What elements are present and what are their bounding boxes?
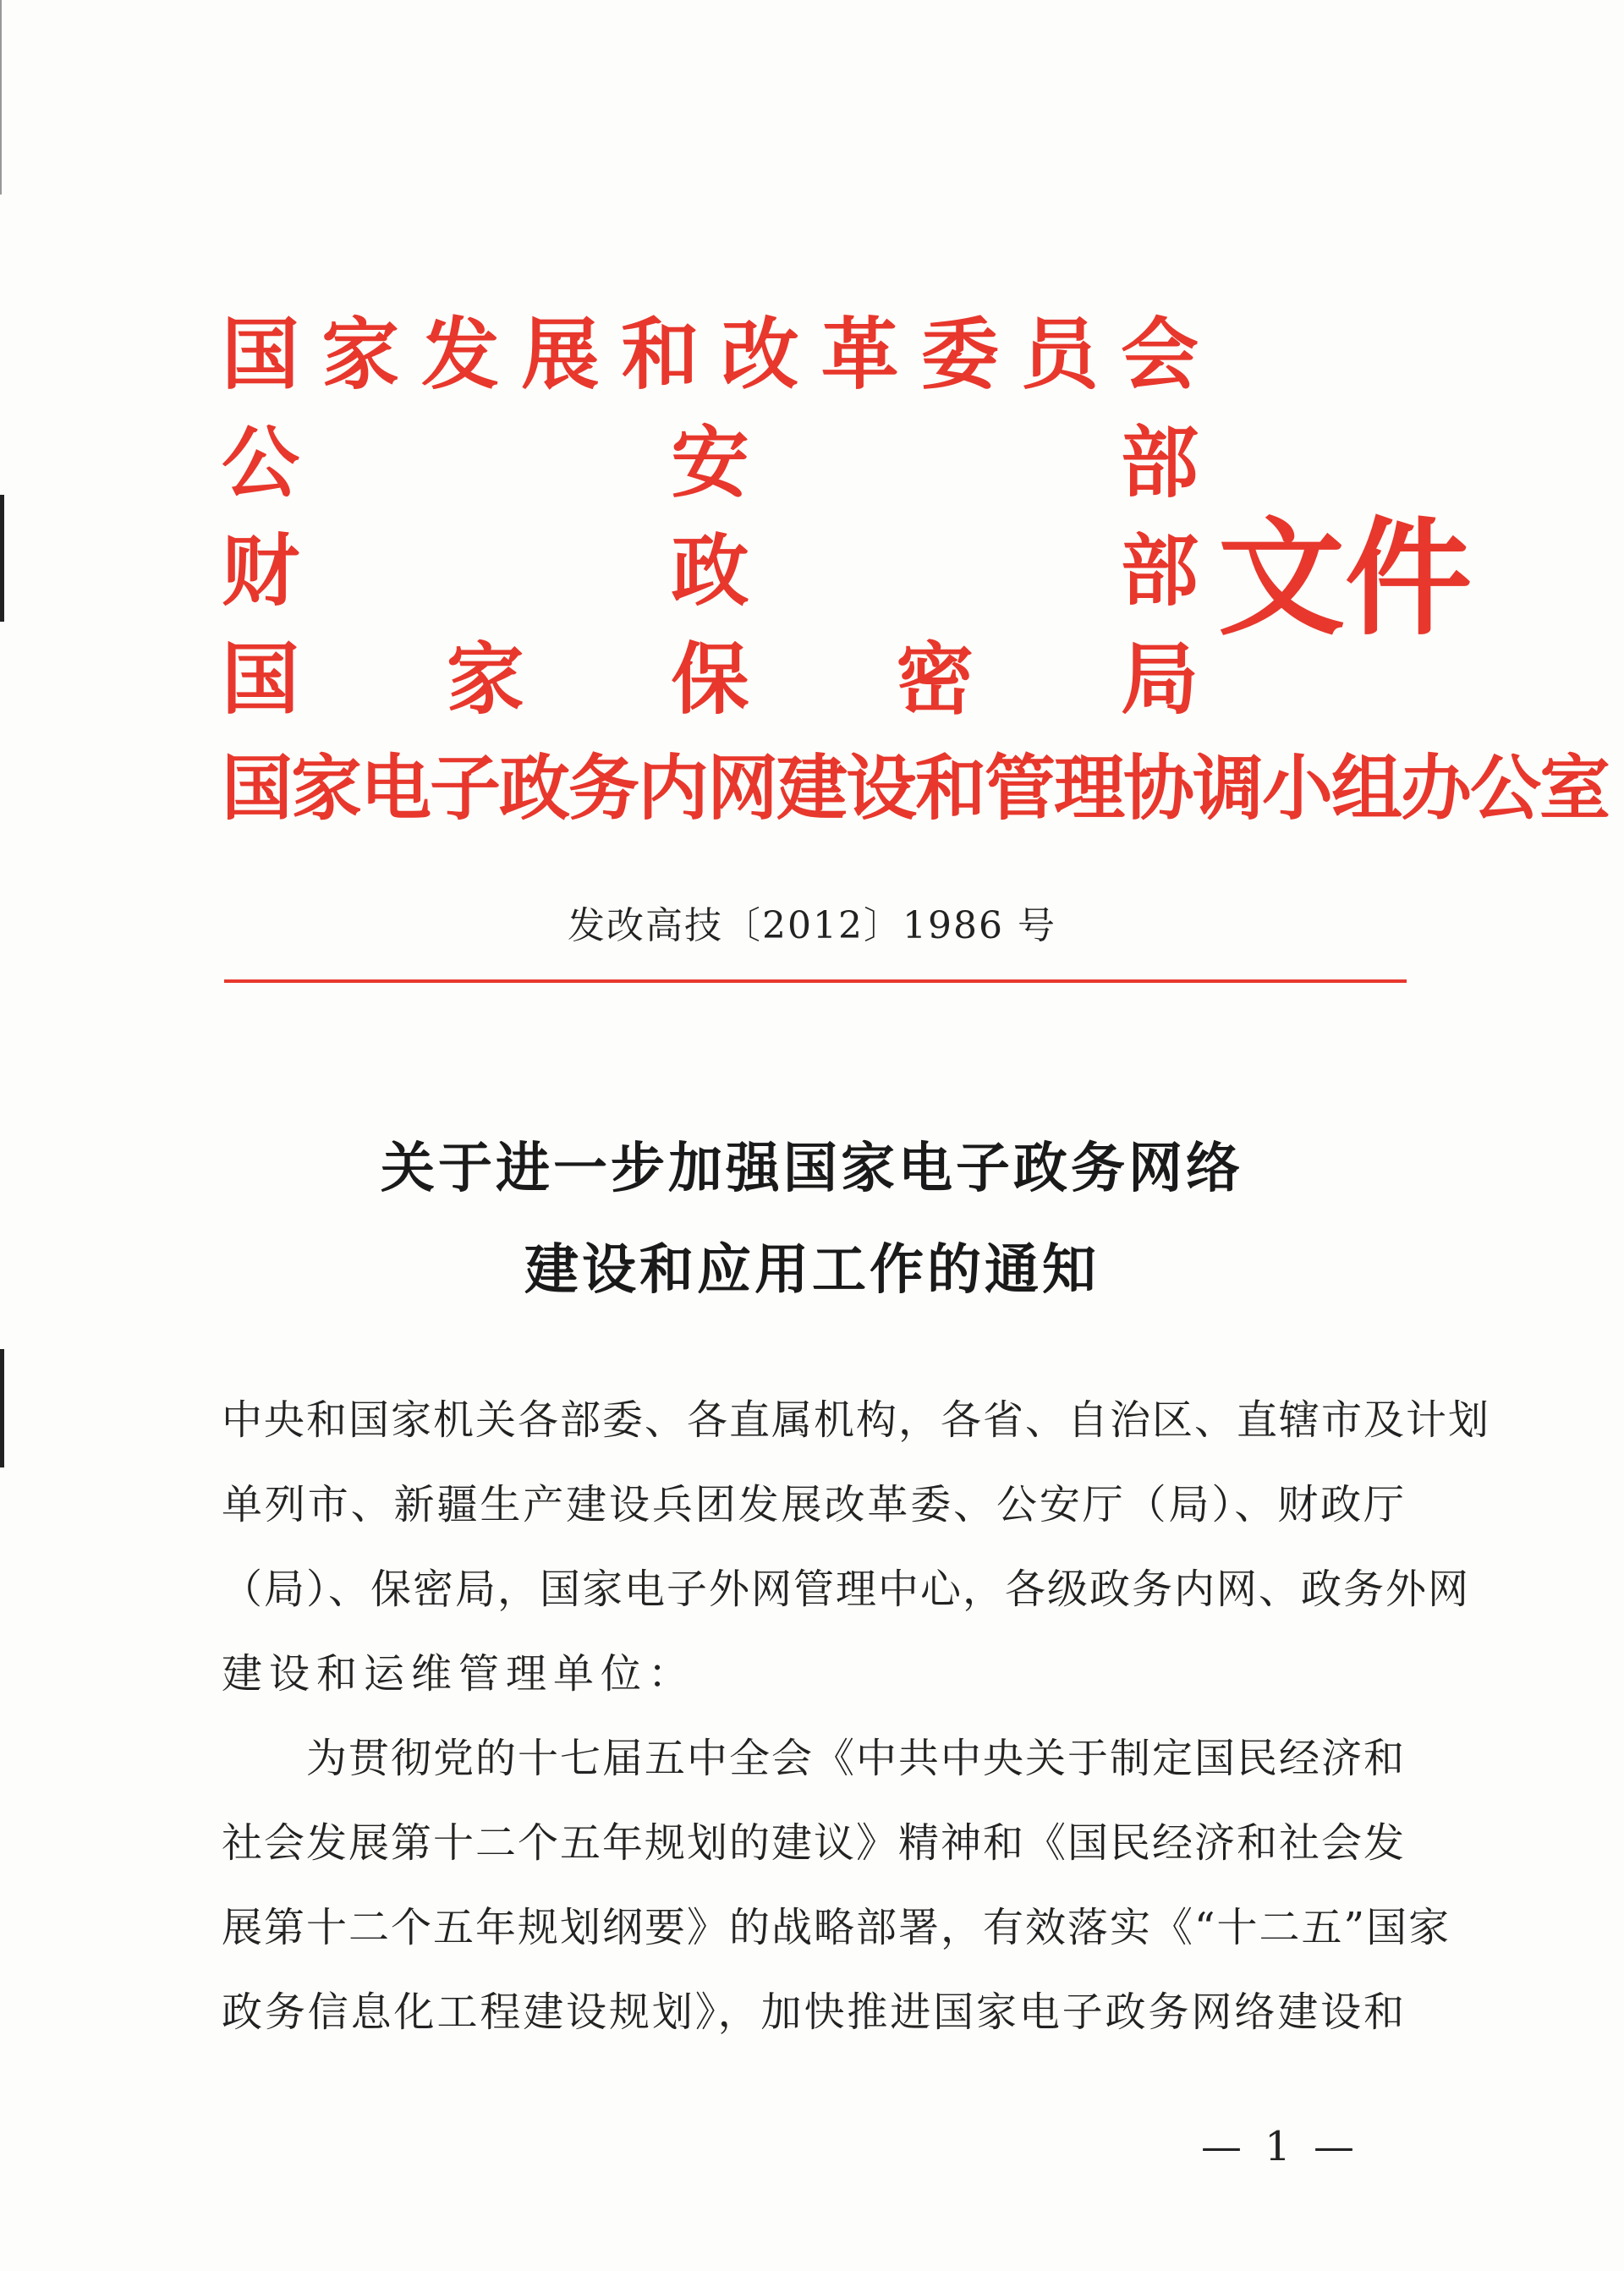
org-line-ndrc: 国 家 发 展 和 改 革 委 员 会 xyxy=(222,310,1199,400)
body-line: 政务信息化工程建设规划》，加快推进国家电子政务网络建设和 xyxy=(222,1988,1406,2036)
body-line: （局）、保密局，国家电子外网管理中心，各级政务内网、政务外网 xyxy=(222,1566,1471,1613)
body-line: 社会发展第十二个五年规划的建议》精神和《国民经济和社会发 xyxy=(222,1819,1407,1867)
org-line-public-security: 公 安 部 xyxy=(222,418,1199,508)
org-line-secrecy: 国 家 保 密 局 xyxy=(222,634,1199,725)
doc-type-label: 文件 xyxy=(1218,506,1473,653)
body-line: 建设和运维管理单位： xyxy=(222,1650,696,1698)
scan-edge-mark xyxy=(0,495,4,622)
body-line: 中央和国家机关各部委、各直属机构，各省、自治区、直辖市及计划 xyxy=(222,1396,1491,1444)
body-line: 单列市、新疆生产建设兵团发展改革委、公安厅（局）、财政厅 xyxy=(222,1481,1406,1528)
document-title-line-2: 建设和应用工作的通知 xyxy=(524,1238,1100,1302)
scan-edge-mark xyxy=(0,1349,4,1467)
body-line: 展第十二个五年规划纲要》的战略部署，有效落实《“十二五”国家 xyxy=(222,1904,1451,1951)
page-number: — 1 — xyxy=(1201,2123,1360,2170)
red-divider xyxy=(224,979,1407,983)
scan-edge-mark xyxy=(0,0,2,195)
org-line-finance: 财 政 部 xyxy=(222,526,1199,617)
document-title-line-1: 关于进一步加强国家电子政务网络 xyxy=(381,1137,1243,1200)
org-line-office: 国家电子政务内网建设和管理协调小组办公室 xyxy=(222,747,1610,830)
red-header xyxy=(222,304,1610,846)
document-number: 发改高技〔2012〕1986 号 xyxy=(568,904,1056,947)
body-line: 为贯彻党的十七届五中全会《中共中央关于制定国民经济和 xyxy=(306,1735,1407,1782)
